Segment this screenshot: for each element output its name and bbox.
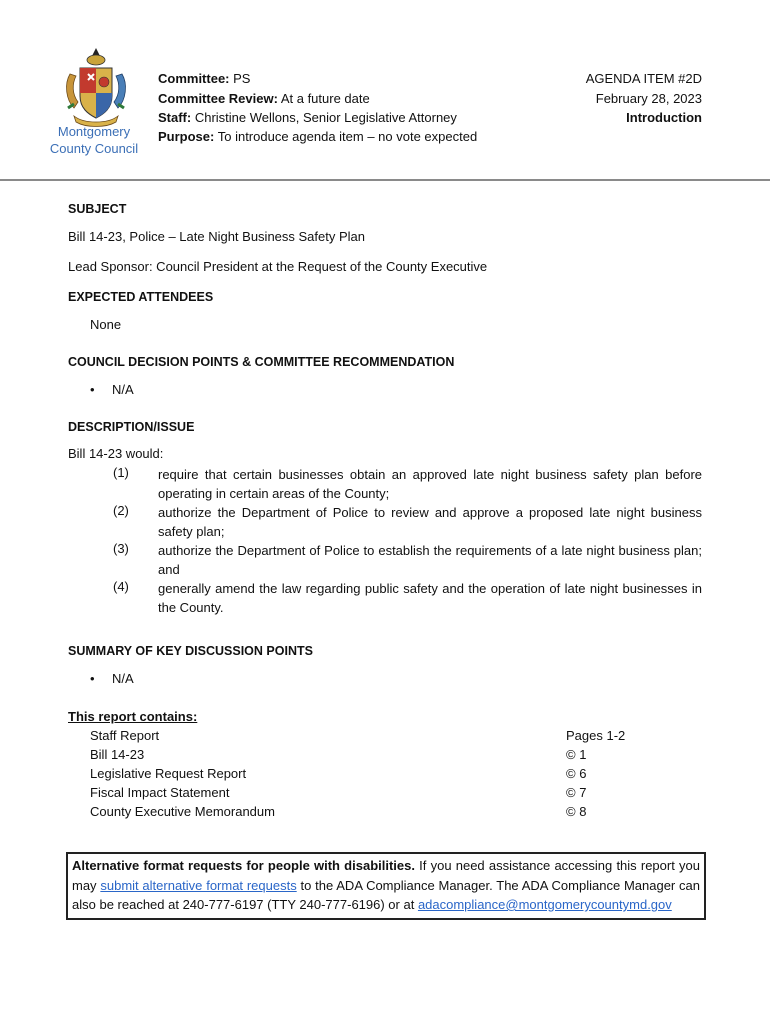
summary-item bbox=[90, 671, 134, 686]
alternative-format-notice bbox=[66, 852, 706, 920]
report-item-pages: © 7 bbox=[566, 785, 587, 800]
description-item-text: require that certain businesses obtain an approved late night business safety plan before operating in certain areas of the County; bbox=[158, 467, 702, 501]
staff-line bbox=[158, 108, 457, 127]
staff-value: Christine Wellons, Senior Legislative Attorney bbox=[194, 110, 457, 125]
committee-label: Committee: bbox=[158, 71, 230, 86]
report-item-pages: Pages 1-2 bbox=[566, 728, 626, 743]
org-name bbox=[40, 123, 148, 157]
subject-title: Bill 14-23, Police – Late Night Business Safety Plan bbox=[68, 229, 366, 244]
decision-points-item bbox=[90, 382, 134, 397]
report-item-name: Legislative Request Report bbox=[90, 766, 247, 781]
description-item-text: generally amend the law regarding public safety and the operation of late night businesses in the County. bbox=[158, 581, 702, 615]
purpose-label: Purpose: bbox=[158, 129, 215, 144]
decision-points-heading: COUNCIL DECISION POINTS & COMMITTEE RECOMMENDATION bbox=[68, 355, 455, 369]
report-item-name: Staff Report bbox=[90, 728, 160, 743]
attendees-heading: EXPECTED ATTENDEES bbox=[68, 290, 214, 304]
description-item-number: (4) bbox=[113, 579, 129, 594]
header-divider bbox=[0, 179, 770, 181]
ada-email-link[interactable]: adacompliance@montgomerycountymd.gov bbox=[417, 897, 672, 912]
description-item-number: (2) bbox=[113, 503, 129, 518]
description-item-text: authorize the Department of Police to review and approve a proposed late night business safety plan; bbox=[158, 505, 702, 539]
description-item-number: (1) bbox=[113, 465, 129, 480]
subject-heading: SUBJECT bbox=[68, 202, 127, 216]
description-intro: Bill 14-23 would: bbox=[68, 446, 164, 461]
purpose-value: To introduce agenda item – no vote expected bbox=[217, 129, 478, 144]
review-label: Committee Review: bbox=[158, 91, 278, 106]
description-item-text: authorize the Department of Police to establish the requirements of a late night business plan; and bbox=[158, 543, 702, 577]
summary-text: N/A bbox=[112, 671, 134, 686]
committee-line bbox=[158, 69, 250, 88]
staff-label: Staff: bbox=[158, 110, 192, 125]
submit-alt-format-link[interactable]: submit alternative format requests bbox=[100, 877, 297, 893]
alt-format-text2: to the ADA Compliance Manager. The ADA Compliance Manager can also be reached at 240-777-6197 (TTY 240-777-6196) or at bbox=[72, 877, 701, 912]
alt-format-bold: Alternative format requests for people with disabilities. bbox=[72, 858, 415, 873]
decision-points-text: N/A bbox=[112, 382, 134, 397]
lead-sponsor: Lead Sponsor: Council President at the Request of the County Executive bbox=[68, 259, 488, 274]
bullet-icon: • bbox=[90, 671, 95, 686]
report-item-name: Fiscal Impact Statement bbox=[90, 785, 230, 800]
alt-format-text1: If you need assistance accessing this report you may bbox=[72, 858, 700, 893]
description-heading: DESCRIPTION/ISSUE bbox=[68, 420, 195, 434]
committee-value: PS bbox=[233, 71, 251, 86]
county-seal-logo bbox=[60, 44, 132, 128]
attendees-value: None bbox=[90, 317, 122, 332]
org-name-line2: County Council bbox=[49, 141, 139, 156]
org-name-line1: Montgomery bbox=[57, 124, 131, 139]
review-value: At a future date bbox=[280, 91, 370, 106]
committee-review-line bbox=[158, 89, 370, 108]
report-item-name: County Executive Memorandum bbox=[90, 804, 275, 819]
report-item-name: Bill 14-23 bbox=[90, 747, 145, 762]
summary-heading: SUMMARY OF KEY DISCUSSION POINTS bbox=[68, 644, 313, 658]
description-item-number: (3) bbox=[113, 541, 129, 556]
bullet-icon: • bbox=[90, 382, 95, 397]
purpose-line bbox=[158, 127, 477, 146]
report-item-pages: © 1 bbox=[566, 747, 587, 762]
agenda-type: Introduction bbox=[626, 110, 702, 125]
report-item-pages: © 6 bbox=[566, 766, 587, 781]
report-contents-heading: This report contains: bbox=[68, 709, 198, 724]
agenda-item-number: AGENDA ITEM #2D bbox=[585, 71, 702, 86]
agenda-date: February 28, 2023 bbox=[595, 91, 702, 106]
report-item-pages: © 8 bbox=[566, 804, 587, 819]
